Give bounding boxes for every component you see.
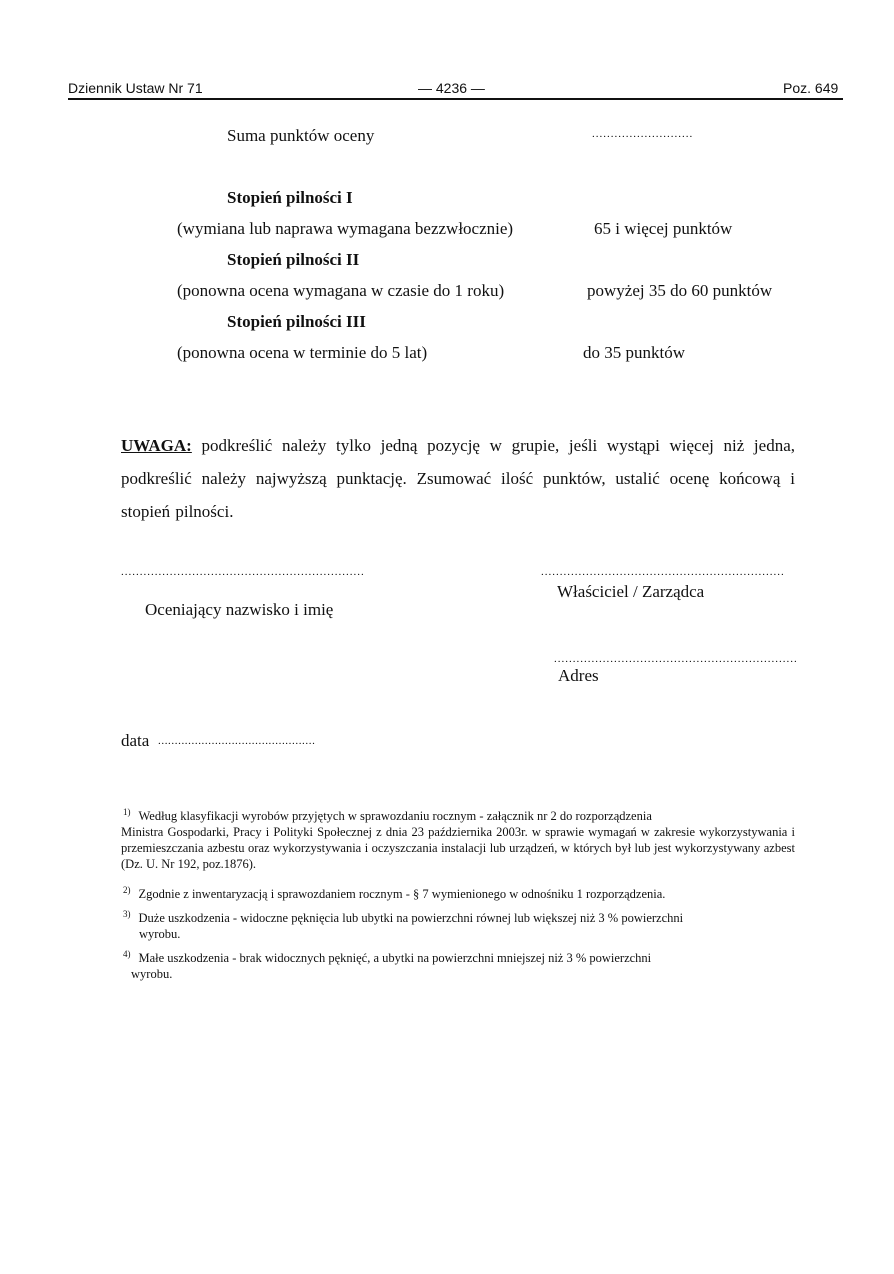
degree-3-description: (ponowna ocena w terminie do 5 lat)	[177, 343, 428, 362]
footnote-1-continuation: Ministra Gospodarki, Pracy i Polityki Społecznej z dnia 23 października 2003r. w sprawie wymagań w zakresie wykorzystywania i przemieszczania azbestu oraz wykorzystywania i oczyszczania instalacji lub urządzeń, w których był lub jest wykorzystywany azbest (Dz. U. Nr 192, poz.1876).	[121, 825, 795, 871]
degree-2-description: (ponowna ocena wymagana w czasie do 1 roku)	[177, 281, 505, 300]
position-number: Poz. 649	[783, 80, 839, 96]
footnote-3-continuation: wyrobu.	[139, 927, 181, 941]
address-line: .................................................................	[554, 653, 798, 665]
footnote-1-number: 1)	[123, 806, 131, 817]
journal-title: Dziennik Ustaw Nr 71	[68, 80, 203, 96]
note-label: UWAGA:	[121, 436, 192, 455]
footnote-4-continuation: wyrobu.	[131, 967, 173, 981]
page-number: — 4236 —	[418, 80, 485, 96]
degree-3-points: do 35 punktów	[583, 343, 685, 362]
footnote-3-number: 3)	[123, 908, 131, 919]
footnote-2	[121, 886, 795, 902]
evaluator-label: Oceniający nazwisko i imię	[145, 600, 334, 619]
footnote-2-text: Zgodnie z inwentaryzacją i sprawozdaniem rocznym - § 7 wymienionego w odnośniku 1 rozporządzenia.	[138, 887, 666, 901]
evaluator-signature-line: .................................................................	[121, 566, 365, 578]
owner-label: Właściciel / Zarządca	[557, 582, 705, 601]
date-label: data	[121, 731, 150, 750]
footnote-3-text: Duże uszkodzenia - widoczne pęknięcia lub ubytki na powierzchni równej lub większej niż 3 % powierzchni	[138, 911, 684, 925]
degree-2-points: powyżej 35 do 60 punktów	[587, 281, 773, 300]
note-paragraph	[121, 429, 795, 528]
footnote-1	[121, 808, 795, 872]
degree-3-title: Stopień pilności III	[227, 312, 366, 331]
footnote-4-number: 4)	[123, 948, 131, 959]
degree-1-description: (wymiana lub naprawa wymagana bezzwłocznie)	[177, 219, 514, 238]
footnote-1-text: Według klasyfikacji wyrobów przyjętych w sprawozdaniu rocznym - załącznik nr 2 do rozporządzenia	[138, 809, 652, 823]
degree-1-points: 65 i więcej punktów	[594, 219, 733, 238]
footnote-2-number: 2)	[123, 884, 131, 895]
footnote-4	[121, 950, 795, 982]
header-rule	[68, 98, 843, 100]
sum-value-field: ...........................	[592, 128, 694, 140]
degree-2-title: Stopień pilności II	[227, 250, 360, 269]
date-line: ...............................................	[158, 735, 316, 747]
sum-label: Suma punktów oceny	[227, 126, 375, 145]
note-text: podkreślić należy tylko jedną pozycję w grupie, jeśli wystąpi więcej niż jedna, podkreślić należy najwyższą punktację. Zsumować ilość punktów, ustalić ocenę końcową i stopień pilności.	[121, 436, 795, 521]
footnote-4-text: Małe uszkodzenia - brak widocznych pęknięć, a ubytki na powierzchni mniejszej niż 3 % powierzchni	[138, 951, 652, 965]
owner-signature-line: .................................................................	[541, 566, 785, 578]
address-label: Adres	[558, 666, 599, 685]
degree-1-title: Stopień pilności I	[227, 188, 353, 207]
footnote-3	[121, 910, 795, 942]
